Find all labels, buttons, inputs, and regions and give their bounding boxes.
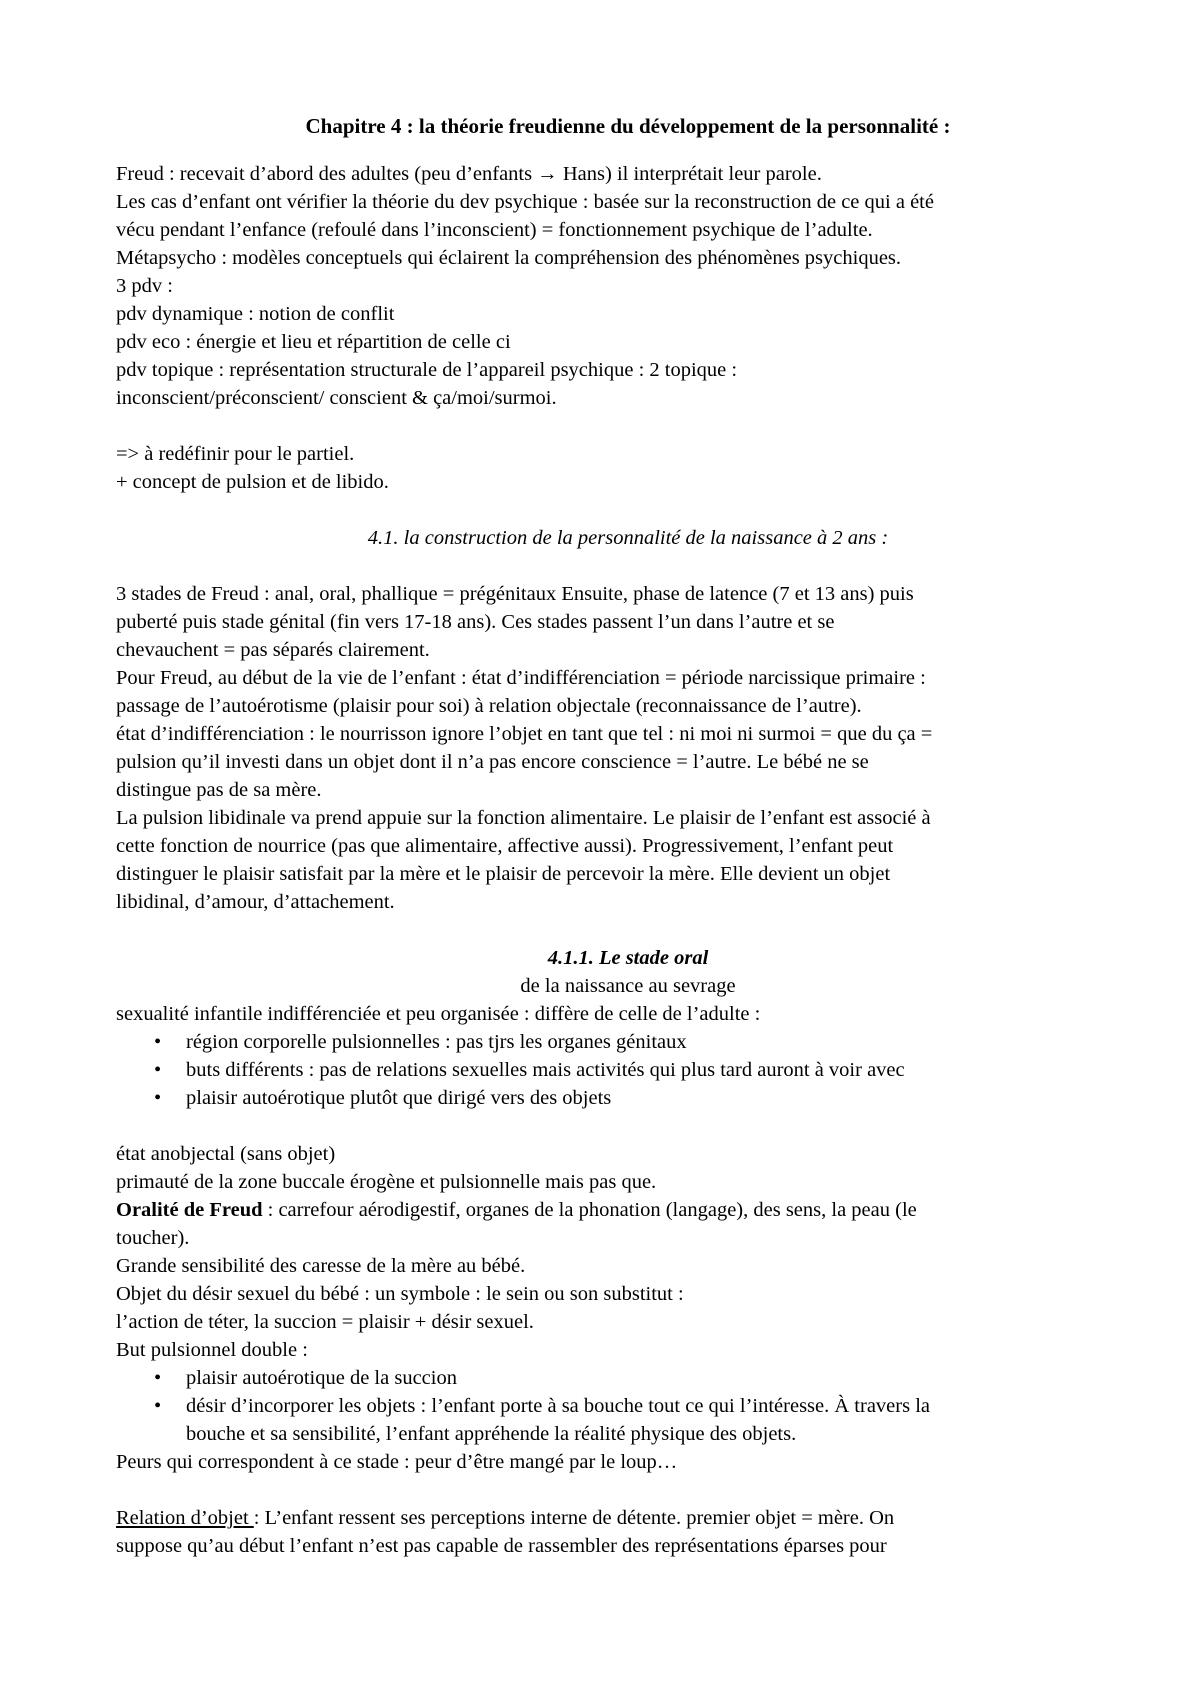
section-4-1-title: 4.1. la construction de la personnalité de la naissance à 2 ans : — [367, 527, 889, 549]
section-4-1-1-subtitle: de la naissance au sevrage — [520, 975, 736, 997]
blank-line — [116, 552, 1140, 580]
text-line: distingue pas de sa mère. — [116, 779, 322, 801]
text-line: état anobjectal (sans objet) — [116, 1143, 336, 1165]
text-line: => à redéfinir pour le partiel. — [116, 443, 355, 465]
text-line: pulsion qu’il investi dans un objet dont il n’a pas encore conscience = l’autre. Le bébé ne se — [116, 751, 869, 773]
text-line: Les cas d’enfant ont vérifier la théorie du dev psychique : basée sur la reconstruction de ce qui a été — [116, 191, 934, 213]
text-line: pdv eco : énergie et lieu et répartition de celle ci — [116, 331, 511, 353]
blank-line — [116, 1476, 1140, 1504]
list-item-continuation: bouche et sa sensibilité, l’enfant appréhende la réalité physique des objets. — [186, 1423, 797, 1445]
text-line: Métapsycho : modèles conceptuels qui éclairent la compréhension des phénomènes psychiques. — [116, 247, 902, 269]
intro-paragraph — [116, 160, 1140, 412]
text-line: Pour Freud, au début de la vie de l’enfant : état d’indifférenciation = période narcissique primaire : — [116, 667, 926, 689]
text-line: état d’indifférenciation : le nourrisson ignore l’objet en tant que tel : ni moi ni surmoi = que du ça = — [116, 723, 933, 745]
text-line — [116, 1196, 1140, 1224]
text-line: pdv topique : représentation structurale de l’appareil psychique : 2 topique : — [116, 359, 738, 381]
bullet-list — [116, 1028, 1140, 1112]
text-line — [116, 1504, 1140, 1532]
chapter-title: Chapitre 4 : la théorie freudienne du développement de la personnalité : — [305, 114, 951, 138]
text-line: La pulsion libidinale va prend appuie sur la fonction alimentaire. Le plaisir de l’enfant est associé à — [116, 807, 931, 829]
text-line: Objet du désir sexuel du bébé : un symbole : le sein ou son substitut : — [116, 1283, 684, 1305]
list-item — [154, 1392, 1140, 1448]
blank-line — [116, 412, 1140, 440]
text-line: pdv dynamique : notion de conflit — [116, 303, 395, 325]
text-line: distinguer le plaisir satisfait par la mère et le plaisir de percevoir la mère. Elle devient un objet — [116, 863, 891, 885]
oralite-term: Oralité de Freud — [116, 1199, 263, 1221]
oral-stage-body — [116, 1140, 1140, 1364]
text-line: Grande sensibilité des caresse de la mère au bébé. — [116, 1255, 526, 1277]
blank-line — [116, 1112, 1140, 1140]
list-item: • plaisir autoérotique plutôt que dirigé vers des objets — [154, 1084, 1140, 1112]
list-item-text: • désir d’incorporer les objets : l’enfant porte à sa bouche tout ce qui l’intéresse. À travers la — [186, 1395, 930, 1417]
text-line: 3 pdv : — [116, 275, 173, 297]
text-line: vécu pendant l’enfance (refoulé dans l’inconscient) = fonctionnement psychique de l’adulte. — [116, 219, 873, 241]
list-item: • buts différents : pas de relations sexuelles mais activités qui plus tard auront à voir avec — [154, 1056, 1140, 1084]
section-4-1-1-title: 4.1.1. Le stade oral — [547, 947, 709, 969]
text-line: suppose qu’au début l’enfant n’est pas capable de rassembler des représentations éparses pour — [116, 1535, 887, 1557]
oralite-definition: : carrefour aérodigestif, organes de la phonation (langage), des sens, la peau (le — [262, 1199, 917, 1221]
text-line: libidinal, d’amour, d’attachement. — [116, 891, 395, 913]
text-line: But pulsionnel double : — [116, 1339, 308, 1361]
list-item: • plaisir autoérotique de la succion — [154, 1364, 1140, 1392]
section-4-1-body — [116, 580, 1140, 916]
fears-line: Peurs qui correspondent à ce stade : peur d’être mangé par le loup… — [116, 1451, 678, 1473]
bullet-list — [116, 1364, 1140, 1448]
text-line: inconscient/préconscient/ conscient & ça/moi/surmoi. — [116, 387, 557, 409]
notes-paragraph — [116, 440, 1140, 496]
blank-line — [116, 916, 1140, 944]
text-line: toucher). — [116, 1227, 190, 1249]
text-line: passage de l’autoérotisme (plaisir pour soi) à relation objectale (reconnaissance de l’autre). — [116, 695, 862, 717]
text-line: Freud : recevait d’abord des adultes (peu d’enfants → Hans) il interprétait leur parole. — [116, 163, 822, 185]
text-line: 3 stades de Freud : anal, oral, phallique = prégénitaux Ensuite, phase de latence (7 et 13 ans) puis — [116, 583, 914, 605]
text-line: chevauchent = pas séparés clairement. — [116, 639, 430, 661]
section-4-1-1-lead: sexualité infantile indifférenciée et peu organisée : diffère de celle de l’adulte : — [116, 1003, 761, 1025]
text-line: + concept de pulsion et de libido. — [116, 471, 389, 493]
list-item: • région corporelle pulsionnelles : pas tjrs les organes génitaux — [154, 1028, 1140, 1056]
object-relation-text: : L’enfant ressent ses perceptions interne de détente. premier objet = mère. On — [253, 1507, 895, 1529]
text-line: l’action de téter, la succion = plaisir + désir sexuel. — [116, 1311, 534, 1333]
text-line: puberté puis stade génital (fin vers 17-18 ans). Ces stades passent l’un dans l’autre et se — [116, 611, 835, 633]
text-line: primauté de la zone buccale érogène et pulsionnelle mais pas que. — [116, 1171, 657, 1193]
object-relation-paragraph — [116, 1504, 1140, 1560]
object-relation-label: Relation d’objet — [116, 1507, 254, 1529]
text-line: cette fonction de nourrice (pas que alimentaire, affective aussi). Progressivement, l’enfant peut — [116, 835, 894, 857]
blank-line — [116, 496, 1140, 524]
